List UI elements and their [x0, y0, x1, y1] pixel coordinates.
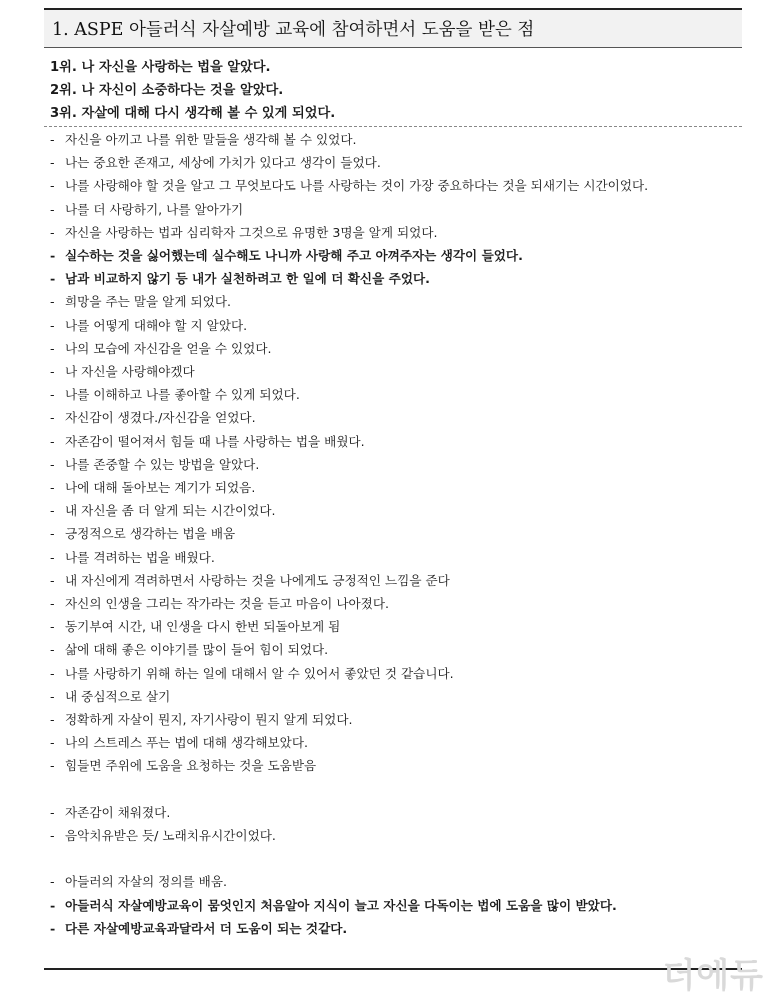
list-bullet: -: [50, 480, 55, 496]
list-item-text: 나를 사랑하기 위해 하는 일에 대해서 알 수 있어서 좋았던 것 같습니다.: [65, 665, 454, 681]
list-item-text: 내 자신을 좀 더 알게 되는 시간이었다.: [65, 503, 276, 519]
list-bullet: -: [50, 874, 55, 890]
list-bullet: -: [50, 804, 55, 820]
list-item: [50, 917, 740, 940]
list-bullet: -: [50, 712, 55, 728]
bottom-rule: [44, 968, 742, 970]
list-item-text: 자신을 아끼고 나를 위한 말들을 생각해 볼 수 있었다.: [65, 132, 357, 147]
list-item-text: 힘들면 주위에 도움을 요청하는 것을 도움받음: [65, 758, 317, 774]
list-item: [50, 522, 740, 545]
list-item: [50, 615, 740, 638]
rank-item: 2위. 나 자신이 소중하다는 것을 알았다.: [50, 83, 284, 98]
list-item-text: 아들러의 자살의 정의를 배움.: [65, 874, 227, 890]
list-item: [50, 754, 740, 777]
list-item-text: 아들러식 자살예방교육이 뭄엇인지 처음알아 지식이 늘고 자신을 다독이는 법에 도움을 많이 받았다.: [65, 897, 617, 913]
list-bullet: -: [50, 224, 55, 240]
section-title: 1. ASPE 아들러식 자살예방 교육에 참여하면서 도움을 받은 점: [52, 20, 535, 40]
list-bullet: -: [50, 549, 55, 565]
list-bullet: -: [50, 596, 55, 612]
list-item-text: 자신감이 생겼다./자신감을 얻었다.: [65, 410, 256, 426]
list-bullet: -: [50, 387, 55, 403]
list-item-text: 실수하는 것을 싫어했는데 실수해도 나니까 사랑해 주고 아껴주자는 생각이 들었다.: [65, 248, 523, 264]
ranking-list: [50, 56, 740, 125]
list-bullet: -: [50, 688, 55, 704]
list-bullet: -: [50, 178, 55, 194]
list-item: [50, 244, 740, 267]
list-bullet: -: [50, 155, 55, 171]
list-item-text: 나를 어떻게 대해야 할 지 알았다.: [65, 317, 248, 333]
list-spacer: [50, 847, 740, 870]
list-item: [50, 360, 740, 383]
list-item-text: 나의 모습에 자신감을 얻을 수 있었다.: [65, 340, 272, 356]
list-item: [50, 290, 740, 313]
list-bullet: -: [50, 294, 55, 310]
list-bullet: -: [50, 364, 55, 380]
list-item: [50, 337, 740, 360]
list-item: [50, 731, 740, 754]
list-item: [50, 476, 740, 499]
list-item: [50, 662, 740, 685]
list-item-text: 긍정적으로 생각하는 법을 배움: [65, 526, 236, 542]
list-bullet: -: [50, 271, 56, 287]
list-item-text: 나를 이해하고 나를 좋아할 수 있게 되었다.: [65, 387, 300, 403]
list-item-text: 자신의 인생을 그리는 작가라는 것을 듣고 마음이 나아졌다.: [65, 596, 389, 612]
list-item-text: 내 자신에게 격려하면서 사랑하는 것을 나에게도 긍정적인 느낌을 준다: [65, 572, 450, 588]
list-item-text: 나를 더 사랑하기, 나를 알아가기: [65, 201, 244, 217]
list-item: [50, 870, 740, 893]
list-item: [50, 430, 740, 453]
list-bullet: -: [50, 735, 55, 751]
list-item: [50, 638, 740, 661]
list-item-text: 나는 중요한 존재고, 세상에 가치가 있다고 생각이 들었다.: [65, 155, 381, 171]
list-item: [50, 267, 740, 290]
list-bullet: -: [50, 897, 56, 913]
list-item-text: 자존감이 채워졌다.: [65, 804, 171, 820]
list-item: [50, 198, 740, 221]
list-item-text: 자존감이 떨어져서 힘들 때 나를 사랑하는 법을 배웠다.: [65, 433, 365, 449]
list-item: [50, 824, 740, 847]
list-item: [50, 383, 740, 406]
list-item: [50, 894, 740, 917]
list-item-text: 삶에 대해 좋은 이야기를 많이 들어 힘이 되었다.: [65, 642, 329, 658]
list-item-text: 정확하게 자살이 뭔지, 자기사랑이 뭔지 알게 되었다.: [65, 712, 353, 728]
list-spacer: [50, 778, 740, 801]
list-item-text: 동기부여 시간, 내 인생을 다시 한번 되돌아보게 됨: [65, 619, 341, 635]
list-item: [50, 314, 740, 337]
list-bullet: -: [50, 619, 55, 635]
list-item-text: 음악치유받은 듯/ 노래치유시간이었다.: [65, 828, 276, 844]
rank-item: 1위. 나 자신을 사랑하는 법을 알았다.: [50, 60, 271, 75]
list-item-text: 나 자신을 사랑해야겠다: [65, 364, 195, 380]
list-item: [50, 708, 740, 731]
dashed-divider: [44, 126, 742, 127]
list-bullet: -: [50, 410, 55, 426]
list-item-text: 나를 격려하는 법을 배웠다.: [65, 549, 215, 565]
list-item: [50, 685, 740, 708]
list-item: [50, 406, 740, 429]
list-item-text: 나를 존중할 수 있는 방법을 알았다.: [65, 456, 260, 472]
list-item-text: 나에 대해 돌아보는 계기가 되었음.: [65, 480, 256, 496]
list-bullet: -: [50, 920, 56, 936]
list-item-text: 남과 비교하지 않기 등 내가 실천하려고 한 일에 더 확신을 주었다.: [65, 271, 430, 287]
list-bullet: -: [50, 456, 55, 472]
list-item-text: 자신을 사랑하는 법과 심리학자 그것으로 유명한 3명을 알게 되었다.: [65, 224, 438, 240]
section-title-box: [44, 8, 742, 48]
list-item-text: 내 중심적으로 살기: [65, 688, 171, 704]
list-item: [50, 569, 740, 592]
list-bullet: -: [50, 433, 55, 449]
list-item-text: 나의 스트레스 푸는 법에 대해 생각해보았다.: [65, 735, 308, 751]
list-bullet: -: [50, 665, 55, 681]
list-item: [50, 128, 740, 151]
list-item: [50, 221, 740, 244]
list-item: [50, 499, 740, 522]
list-item: [50, 592, 740, 615]
list-bullet: -: [50, 132, 55, 147]
list-bullet: -: [50, 572, 55, 588]
list-item-text: 다른 자살예방교육과달라서 더 도움이 되는 것같다.: [65, 920, 348, 936]
list-item: [50, 151, 740, 174]
list-bullet: -: [50, 758, 55, 774]
list-item-text: 나를 사랑해야 할 것을 알고 그 무엇보다도 나를 사랑하는 것이 가장 중요하다는 것을 되새기는 시간이었다.: [65, 178, 649, 194]
list-bullet: -: [50, 503, 55, 519]
rank-item: 3위. 자살에 대해 다시 생각해 볼 수 있게 되었다.: [50, 106, 336, 121]
document-page: [44, 0, 744, 1003]
list-bullet: -: [50, 642, 55, 658]
list-bullet: -: [50, 317, 55, 333]
response-list: [50, 128, 740, 940]
list-bullet: -: [50, 828, 55, 844]
list-item: [50, 174, 740, 197]
list-bullet: -: [50, 340, 55, 356]
list-item: [50, 453, 740, 476]
list-bullet: -: [50, 248, 56, 264]
list-bullet: -: [50, 526, 55, 542]
list-item-text: 희망을 주는 말을 알게 되었다.: [65, 294, 232, 310]
watermark-logo: 더에듀: [662, 956, 764, 996]
list-item: [50, 801, 740, 824]
list-bullet: -: [50, 201, 55, 217]
list-item: [50, 546, 740, 569]
